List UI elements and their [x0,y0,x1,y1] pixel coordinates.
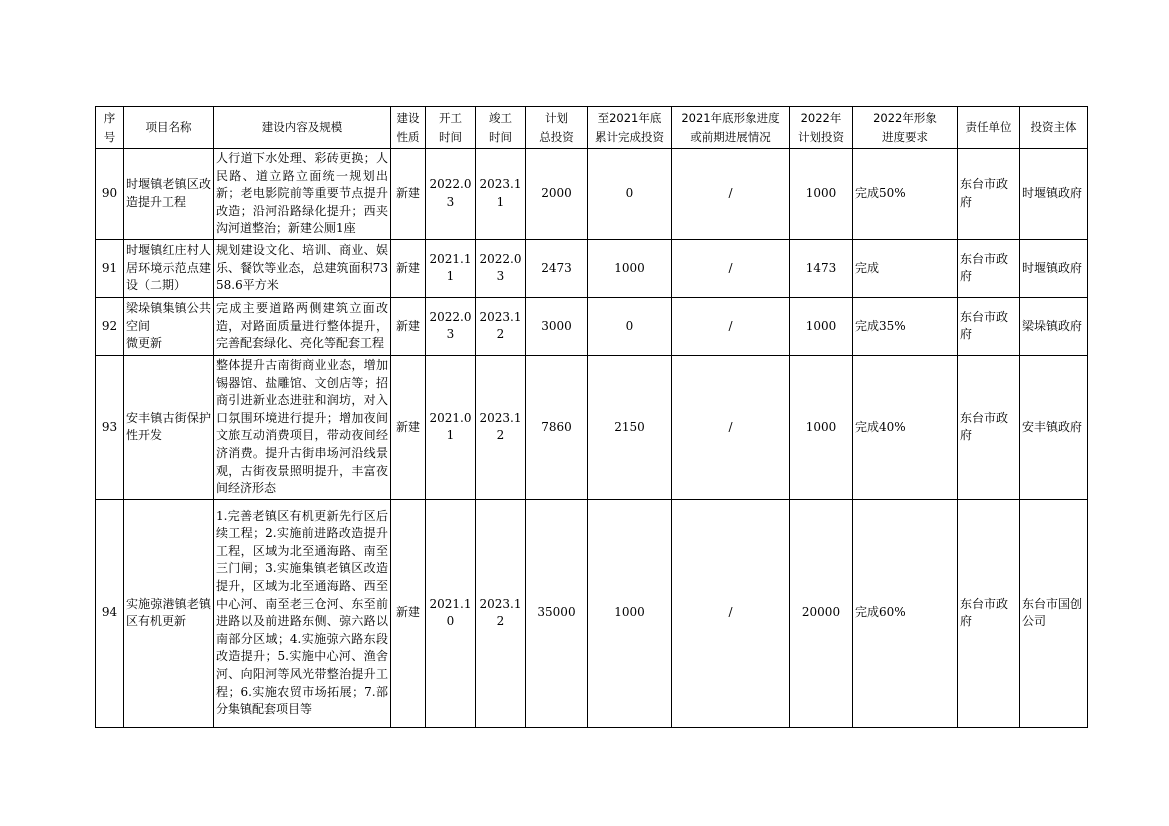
cell-progress2021: / [672,499,790,727]
cell-content: 完成主要道路两侧建筑立面改造，对路面质量进行整体提升，完善配套绿化、亮化等配套工程 [214,297,391,355]
table-row [96,297,1088,355]
cell-unit: 东台市政府 [958,355,1020,499]
cell-name: 时堰镇老镇区改造提升工程 [124,149,214,240]
col-header-name: 项目名称 [124,107,214,149]
cell-total: 35000 [526,499,588,727]
cell-done2021: 1000 [588,239,672,297]
col-header-req2022: 2022年形象 进度要求 [853,107,958,149]
cell-nature: 新建 [391,355,426,499]
table-row [96,499,1088,727]
cell-name: 时堰镇红庄村人居环境示范点建设（二期） [124,239,214,297]
cell-nature: 新建 [391,239,426,297]
cell-investor: 东台市国创公司 [1020,499,1088,727]
cell-no: 94 [96,499,124,727]
col-header-plan2022: 2022年 计划投资 [790,107,853,149]
col-header-end: 竣工 时间 [476,107,526,149]
cell-investor: 时堰镇政府 [1020,149,1088,240]
cell-done2021: 1000 [588,499,672,727]
cell-content: 人行道下水处理、彩砖更换；人民路、道立路立面统一规划出新；老电影院前等重要节点提升改造；沿河沿路绿化提升；西夹沟河道整治；新建公厕1座 [214,149,391,240]
cell-investor: 时堰镇政府 [1020,239,1088,297]
cell-start: 2021.10 [426,499,476,727]
col-header-no: 序 号 [96,107,124,149]
cell-done2021: 0 [588,149,672,240]
cell-progress2021: / [672,355,790,499]
cell-total: 2000 [526,149,588,240]
cell-total: 3000 [526,297,588,355]
table-row [96,149,1088,240]
table-row [96,355,1088,499]
col-header-progress2021: 2021年底形象进度 或前期进展情况 [672,107,790,149]
cell-plan2022: 1000 [790,297,853,355]
cell-end: 2022.03 [476,239,526,297]
col-header-investor: 投资主体 [1020,107,1088,149]
cell-req2022: 完成35% [853,297,958,355]
cell-done2021: 2150 [588,355,672,499]
cell-total: 7860 [526,355,588,499]
col-header-total: 计划 总投资 [526,107,588,149]
cell-progress2021: / [672,149,790,240]
cell-content: 1.完善老镇区有机更新先行区后续工程；2.实施前进路改造提升工程，区域为北至通海路、南至三门闸；3.实施集镇老镇区改造提升，区域为北至通海路、西至中心河、南至老三仓河、东至前进路以及前进路东侧、弶六路以南部分区域；4.实施弶六路东段改造提升；5.实施中心河、渔舍河、向阳河等风光带整治提升工程；6.实施农贸市场拓展；7.部分集镇配套项目等 [214,499,391,727]
cell-unit: 东台市政府 [958,149,1020,240]
col-header-done2021: 至2021年底 累计完成投资 [588,107,672,149]
cell-nature: 新建 [391,149,426,240]
header-row [96,107,1088,149]
cell-no: 90 [96,149,124,240]
cell-progress2021: / [672,297,790,355]
cell-start: 2021.01 [426,355,476,499]
cell-req2022: 完成40% [853,355,958,499]
cell-nature: 新建 [391,499,426,727]
cell-plan2022: 1473 [790,239,853,297]
cell-name: 梁垛镇集镇公共空间 微更新 [124,297,214,355]
cell-content: 整体提升古南街商业业态，增加锡器馆、盐雕馆、文创店等；招商引进新业态进驻和润坊，对入口氛围环境进行提升；增加夜间文旅互动消费项目，带动夜间经济消费。提升古街串场河沿线景观，古街夜景照明提升，丰富夜间经济形态 [214,355,391,499]
cell-start: 2022.03 [426,149,476,240]
cell-end: 2023.12 [476,297,526,355]
cell-name: 安丰镇古街保护性开发 [124,355,214,499]
cell-plan2022: 1000 [790,149,853,240]
cell-nature: 新建 [391,297,426,355]
cell-plan2022: 20000 [790,499,853,727]
project-table [95,106,1088,728]
cell-req2022: 完成50% [853,149,958,240]
cell-end: 2023.12 [476,499,526,727]
cell-no: 92 [96,297,124,355]
cell-req2022: 完成60% [853,499,958,727]
cell-unit: 东台市政府 [958,499,1020,727]
cell-progress2021: / [672,239,790,297]
col-header-start: 开工 时间 [426,107,476,149]
cell-end: 2023.12 [476,355,526,499]
col-header-nature: 建设 性质 [391,107,426,149]
cell-unit: 东台市政府 [958,297,1020,355]
cell-start: 2022.03 [426,297,476,355]
cell-content: 规划建设文化、培训、商业、娱乐、餐饮等业态，总建筑面积7358.6平方米 [214,239,391,297]
cell-req2022: 完成 [853,239,958,297]
cell-plan2022: 1000 [790,355,853,499]
cell-no: 93 [96,355,124,499]
cell-name: 实施弶港镇老镇区有机更新 [124,499,214,727]
table-row [96,239,1088,297]
cell-investor: 梁垛镇政府 [1020,297,1088,355]
cell-no: 91 [96,239,124,297]
cell-investor: 安丰镇政府 [1020,355,1088,499]
cell-start: 2021.11 [426,239,476,297]
col-header-unit: 责任单位 [958,107,1020,149]
col-header-content: 建设内容及规模 [214,107,391,149]
cell-end: 2023.11 [476,149,526,240]
cell-done2021: 0 [588,297,672,355]
cell-total: 2473 [526,239,588,297]
cell-unit: 东台市政府 [958,239,1020,297]
